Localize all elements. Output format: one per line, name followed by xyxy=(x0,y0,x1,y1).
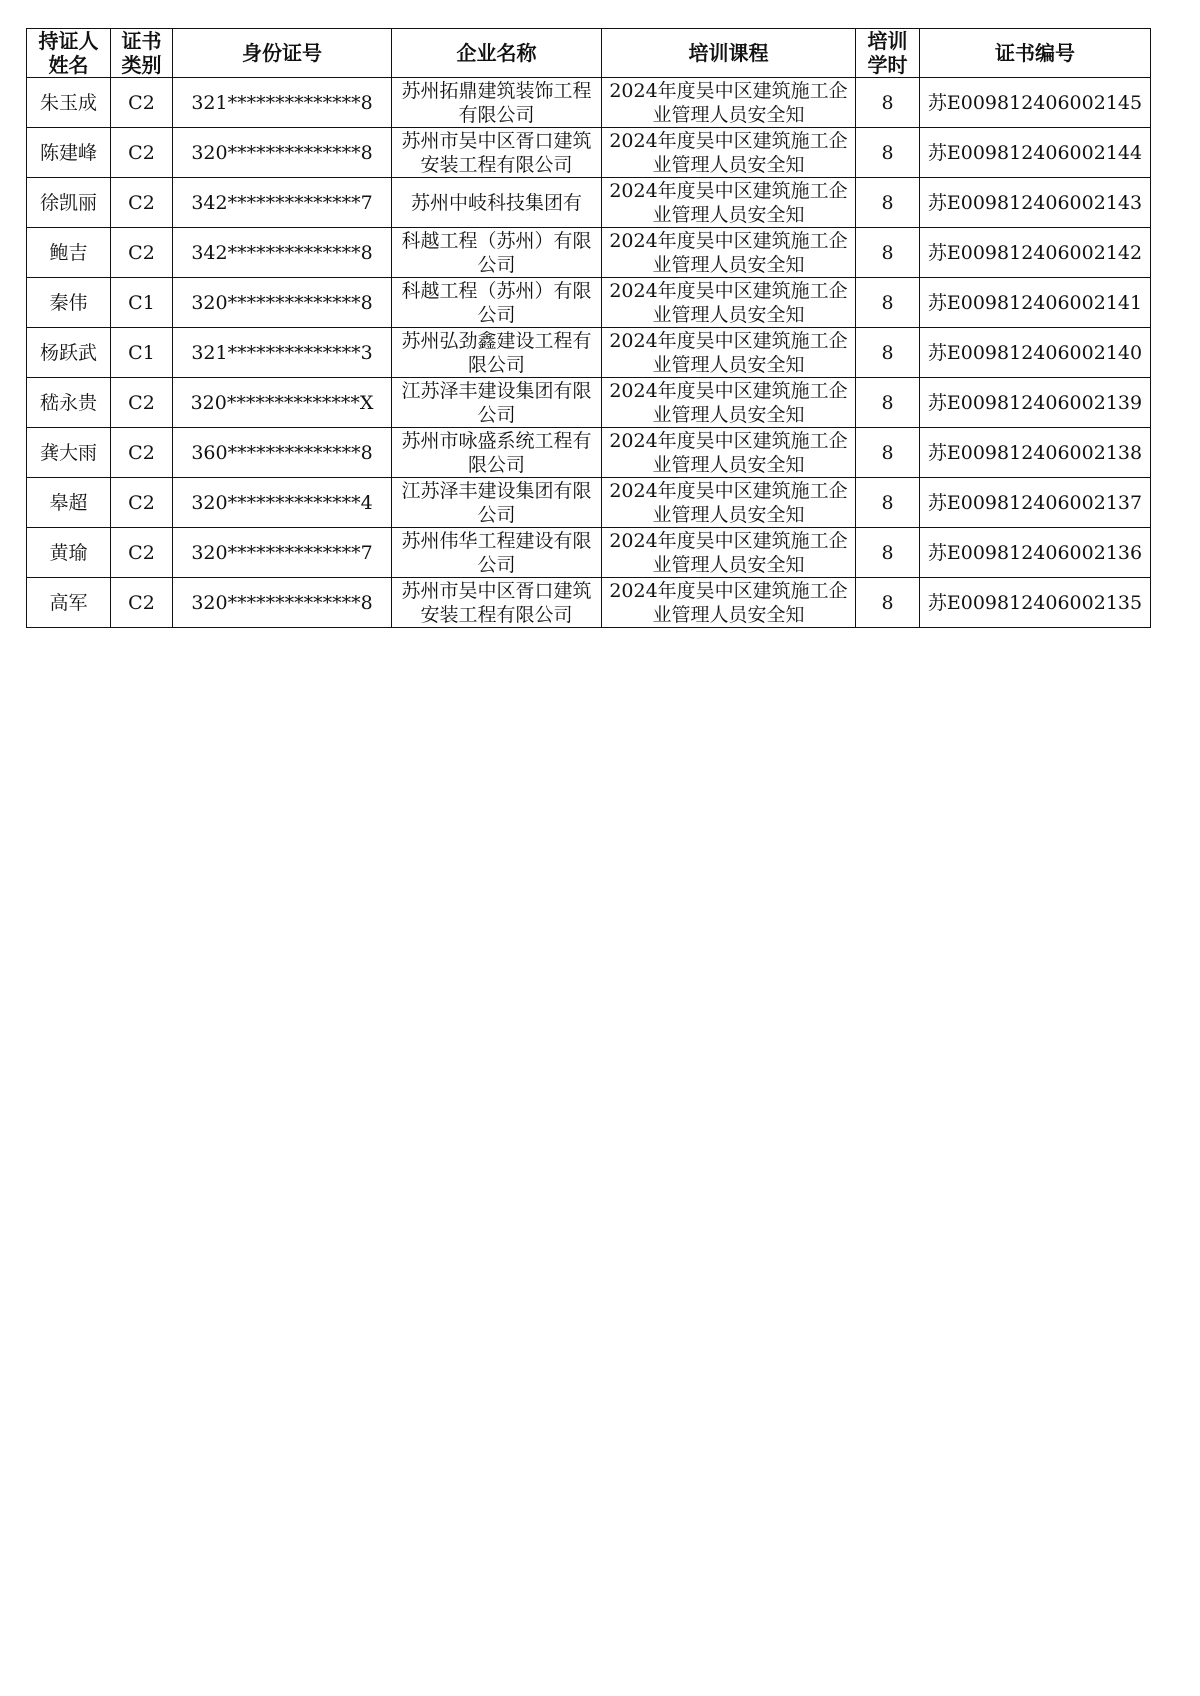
cell-cert-no: 苏E009812406002141 xyxy=(920,278,1151,328)
cell-id-number: 321**************3 xyxy=(173,328,392,378)
cell-company: 苏州市咏盛系统工程有限公司 xyxy=(392,428,602,478)
cell-hours: 8 xyxy=(856,328,920,378)
cell-name: 高军 xyxy=(27,578,111,628)
cell-company: 苏州市吴中区胥口建筑安装工程有限公司 xyxy=(392,578,602,628)
header-hours: 培训学时 xyxy=(856,29,920,78)
cell-category: C2 xyxy=(111,228,173,278)
cell-category: C2 xyxy=(111,378,173,428)
cell-hours: 8 xyxy=(856,278,920,328)
cell-hours: 8 xyxy=(856,78,920,128)
cell-course: 2024年度吴中区建筑施工企业管理人员安全知 xyxy=(602,278,856,328)
cell-cert-no: 苏E009812406002142 xyxy=(920,228,1151,278)
cell-id-number: 342**************8 xyxy=(173,228,392,278)
cell-category: C2 xyxy=(111,478,173,528)
cell-company: 苏州中岐科技集团有 xyxy=(392,178,602,228)
cell-course: 2024年度吴中区建筑施工企业管理人员安全知 xyxy=(602,378,856,428)
cell-category: C1 xyxy=(111,328,173,378)
header-course: 培训课程 xyxy=(602,29,856,78)
table-row xyxy=(27,128,1151,178)
table-row xyxy=(27,578,1151,628)
cell-name: 朱玉成 xyxy=(27,78,111,128)
cell-course: 2024年度吴中区建筑施工企业管理人员安全知 xyxy=(602,78,856,128)
table-row xyxy=(27,378,1151,428)
cell-id-number: 320**************4 xyxy=(173,478,392,528)
cell-category: C2 xyxy=(111,78,173,128)
cell-id-number: 320**************7 xyxy=(173,528,392,578)
header-row xyxy=(27,29,1151,78)
cell-name: 黄瑜 xyxy=(27,528,111,578)
cell-cert-no: 苏E009812406002138 xyxy=(920,428,1151,478)
header-category: 证书类别 xyxy=(111,29,173,78)
cell-company: 苏州伟华工程建设有限公司 xyxy=(392,528,602,578)
cell-category: C2 xyxy=(111,578,173,628)
cell-cert-no: 苏E009812406002136 xyxy=(920,528,1151,578)
cell-company: 科越工程（苏州）有限公司 xyxy=(392,278,602,328)
cell-course: 2024年度吴中区建筑施工企业管理人员安全知 xyxy=(602,328,856,378)
cell-company: 苏州弘劲鑫建设工程有限公司 xyxy=(392,328,602,378)
header-name: 持证人姓名 xyxy=(27,29,111,78)
cell-course: 2024年度吴中区建筑施工企业管理人员安全知 xyxy=(602,578,856,628)
cell-course: 2024年度吴中区建筑施工企业管理人员安全知 xyxy=(602,478,856,528)
cell-id-number: 320**************8 xyxy=(173,128,392,178)
cell-name: 皋超 xyxy=(27,478,111,528)
cell-hours: 8 xyxy=(856,378,920,428)
cell-hours: 8 xyxy=(856,428,920,478)
cell-company: 苏州市吴中区胥口建筑安装工程有限公司 xyxy=(392,128,602,178)
cell-hours: 8 xyxy=(856,528,920,578)
cell-course: 2024年度吴中区建筑施工企业管理人员安全知 xyxy=(602,178,856,228)
cell-name: 陈建峰 xyxy=(27,128,111,178)
cell-name: 龚大雨 xyxy=(27,428,111,478)
cell-company: 江苏泽丰建设集团有限公司 xyxy=(392,478,602,528)
header-company: 企业名称 xyxy=(392,29,602,78)
certificate-sheet xyxy=(26,28,1150,628)
cell-id-number: 320**************8 xyxy=(173,278,392,328)
table-row xyxy=(27,278,1151,328)
cell-id-number: 320**************8 xyxy=(173,578,392,628)
table-row xyxy=(27,78,1151,128)
cell-category: C2 xyxy=(111,428,173,478)
cell-course: 2024年度吴中区建筑施工企业管理人员安全知 xyxy=(602,128,856,178)
cell-hours: 8 xyxy=(856,178,920,228)
cell-id-number: 321**************8 xyxy=(173,78,392,128)
cell-cert-no: 苏E009812406002140 xyxy=(920,328,1151,378)
cell-company: 苏州拓鼎建筑装饰工程有限公司 xyxy=(392,78,602,128)
table-row xyxy=(27,528,1151,578)
table-row xyxy=(27,228,1151,278)
table-row xyxy=(27,328,1151,378)
certificate-table xyxy=(26,28,1151,628)
cell-category: C2 xyxy=(111,178,173,228)
cell-cert-no: 苏E009812406002139 xyxy=(920,378,1151,428)
cell-hours: 8 xyxy=(856,478,920,528)
cell-course: 2024年度吴中区建筑施工企业管理人员安全知 xyxy=(602,428,856,478)
cell-id-number: 342**************7 xyxy=(173,178,392,228)
table-row xyxy=(27,478,1151,528)
cell-name: 嵇永贵 xyxy=(27,378,111,428)
cell-name: 徐凯丽 xyxy=(27,178,111,228)
cell-company: 江苏泽丰建设集团有限公司 xyxy=(392,378,602,428)
cell-id-number: 360**************8 xyxy=(173,428,392,478)
cell-company: 科越工程（苏州）有限公司 xyxy=(392,228,602,278)
cell-name: 杨跃武 xyxy=(27,328,111,378)
cell-category: C2 xyxy=(111,128,173,178)
cell-cert-no: 苏E009812406002137 xyxy=(920,478,1151,528)
cell-name: 鲍吉 xyxy=(27,228,111,278)
cell-cert-no: 苏E009812406002144 xyxy=(920,128,1151,178)
header-id-number: 身份证号 xyxy=(173,29,392,78)
table-row xyxy=(27,428,1151,478)
cell-course: 2024年度吴中区建筑施工企业管理人员安全知 xyxy=(602,228,856,278)
cell-cert-no: 苏E009812406002143 xyxy=(920,178,1151,228)
cell-course: 2024年度吴中区建筑施工企业管理人员安全知 xyxy=(602,528,856,578)
cell-category: C1 xyxy=(111,278,173,328)
cell-hours: 8 xyxy=(856,228,920,278)
header-cert-no: 证书编号 xyxy=(920,29,1151,78)
cell-cert-no: 苏E009812406002135 xyxy=(920,578,1151,628)
cell-hours: 8 xyxy=(856,578,920,628)
table-row xyxy=(27,178,1151,228)
cell-name: 秦伟 xyxy=(27,278,111,328)
cell-id-number: 320**************X xyxy=(173,378,392,428)
cell-hours: 8 xyxy=(856,128,920,178)
cell-category: C2 xyxy=(111,528,173,578)
cell-cert-no: 苏E009812406002145 xyxy=(920,78,1151,128)
